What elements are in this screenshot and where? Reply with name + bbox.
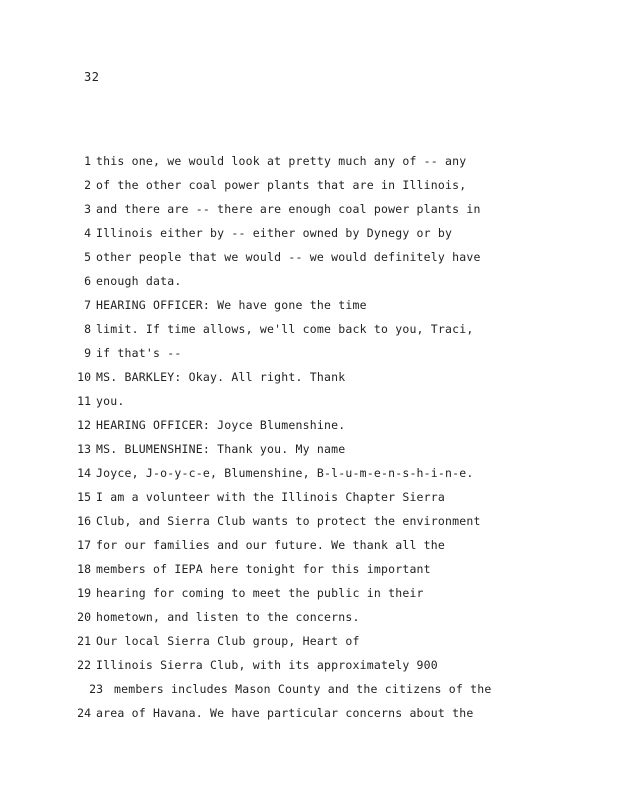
line-text: Club, and Sierra Club wants to protect the environment <box>96 514 481 528</box>
line-number: 17 <box>77 538 91 552</box>
line-number: 20 <box>77 610 91 624</box>
line-text: hearing for coming to meet the public in their <box>96 586 424 600</box>
transcript-line <box>0 512 618 536</box>
transcript-line <box>0 488 618 512</box>
transcript-line <box>0 224 618 248</box>
transcript-line <box>0 320 618 344</box>
transcript-line <box>0 560 618 584</box>
line-number: 23 <box>89 682 103 696</box>
line-number: 19 <box>77 586 91 600</box>
line-number: 15 <box>77 490 91 504</box>
line-number: 3 <box>84 202 91 216</box>
transcript-line <box>0 536 618 560</box>
transcript-line <box>0 704 618 728</box>
line-text: I am a volunteer with the Illinois Chapter Sierra <box>96 490 446 504</box>
transcript-line <box>0 632 618 656</box>
line-text: Joyce, J-o-y-c-e, Blumenshine, B-l-u-m-e-n-s-h-i-n-e. <box>96 466 474 480</box>
line-text: MS. BARKLEY: Okay. All right. Thank <box>96 370 346 384</box>
page-number: 32 <box>84 70 100 84</box>
line-text: if that's -- <box>96 346 182 360</box>
line-number: 18 <box>77 562 91 576</box>
transcript-line <box>0 176 618 200</box>
transcript-line <box>0 152 618 176</box>
line-number: 4 <box>84 226 91 240</box>
line-text: hometown, and listen to the concerns. <box>96 610 360 624</box>
line-number: 22 <box>77 658 91 672</box>
line-text: Illinois either by -- either owned by Dynegy or by <box>96 226 453 240</box>
line-text: Illinois Sierra Club, with its approximately 900 <box>96 658 438 672</box>
line-number: 10 <box>77 370 91 384</box>
line-number: 7 <box>84 298 91 312</box>
line-text: Our local Sierra Club group, Heart of <box>96 634 360 648</box>
line-text: for our families and our future. We thank all the <box>96 538 446 552</box>
line-number: 8 <box>84 322 91 336</box>
transcript-body <box>0 152 618 728</box>
line-text: enough data. <box>96 274 182 288</box>
transcript-line <box>0 392 618 416</box>
line-text: area of Havana. We have particular concerns about the <box>96 706 474 720</box>
line-text: MS. BLUMENSHINE: Thank you. My name <box>96 442 346 456</box>
transcript-line <box>0 656 618 680</box>
line-number: 6 <box>84 274 91 288</box>
line-number: 12 <box>77 418 91 432</box>
line-text: members of IEPA here tonight for this important <box>96 562 431 576</box>
line-number: 14 <box>77 466 91 480</box>
transcript-line <box>0 680 618 704</box>
transcript-line <box>0 440 618 464</box>
line-text: other people that we would -- we would definitely have <box>96 250 481 264</box>
transcript-line <box>0 248 618 272</box>
line-number: 24 <box>77 706 91 720</box>
transcript-line <box>0 200 618 224</box>
transcript-line <box>0 272 618 296</box>
line-text: HEARING OFFICER: We have gone the time <box>96 298 367 312</box>
line-text: and there are -- there are enough coal power plants in <box>96 202 481 216</box>
line-number: 16 <box>77 514 91 528</box>
transcript-line <box>0 344 618 368</box>
line-text: you. <box>96 394 125 408</box>
line-number: 21 <box>77 634 91 648</box>
transcript-line <box>0 296 618 320</box>
transcript-line <box>0 608 618 632</box>
line-number: 9 <box>84 346 91 360</box>
line-number: 2 <box>84 178 91 192</box>
transcript-line <box>0 464 618 488</box>
transcript-line <box>0 416 618 440</box>
line-number: 11 <box>77 394 91 408</box>
line-number: 1 <box>84 154 91 168</box>
line-text: of the other coal power plants that are in Illinois, <box>96 178 467 192</box>
line-text: HEARING OFFICER: Joyce Blumenshine. <box>96 418 346 432</box>
line-number: 13 <box>77 442 91 456</box>
transcript-line <box>0 584 618 608</box>
line-text: limit. If time allows, we'll come back to you, Traci, <box>96 322 474 336</box>
line-text: this one, we would look at pretty much any of -- any <box>96 154 467 168</box>
line-text: members includes Mason County and the citizens of the <box>114 682 492 696</box>
transcript-line <box>0 368 618 392</box>
line-number: 5 <box>84 250 91 264</box>
